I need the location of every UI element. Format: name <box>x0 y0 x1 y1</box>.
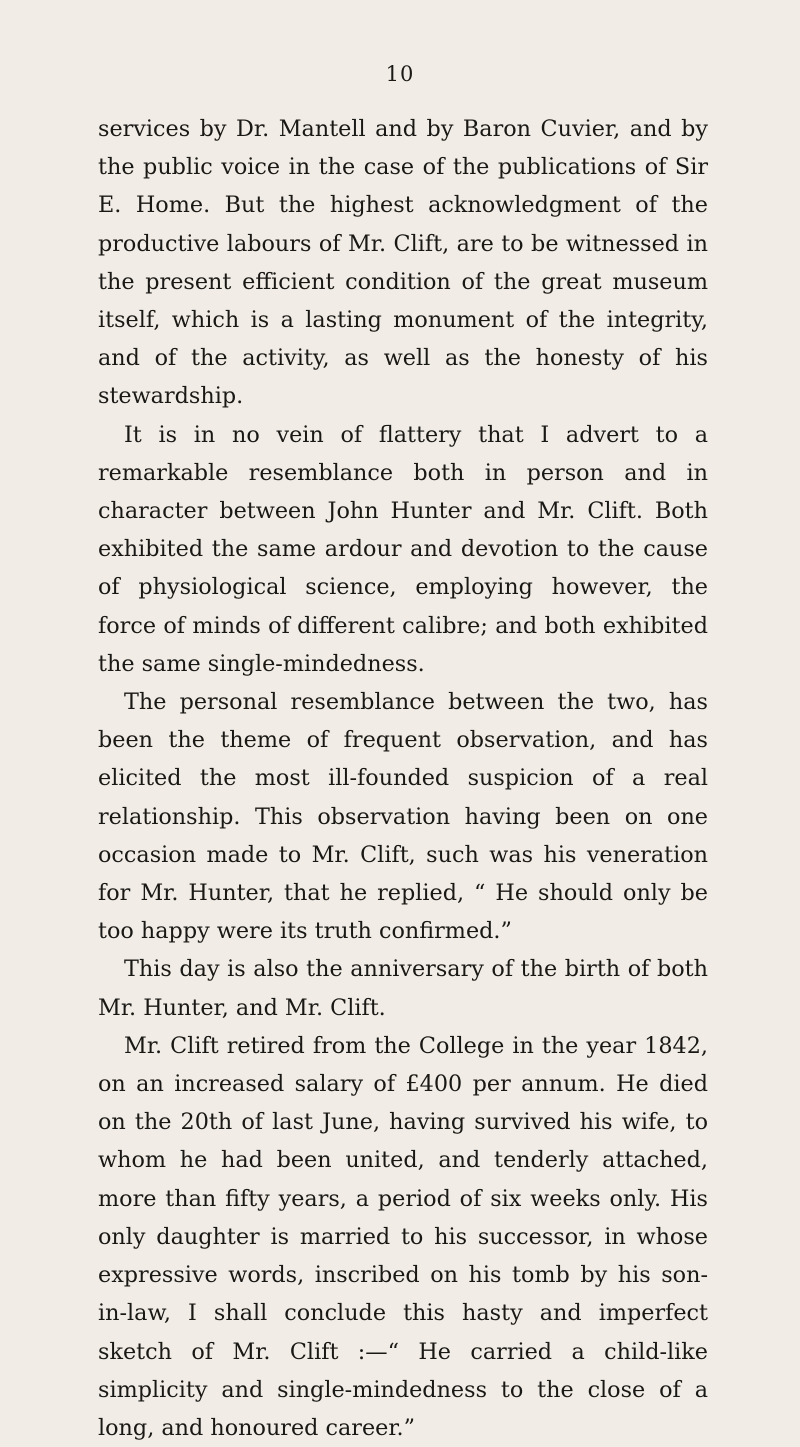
paragraph-5: Mr. Clift retired from the College in the year 1842, on an increased salary of £400 per annum. He died on the 20th of last June, having survived his wife, to whom he had been united, and tenderly attached, more than fifty years, a period of six weeks only. His only daughter is married to his successor, in whose expressive words, inscribed on his tomb by his son-in-law, I shall conclude this hasty and imperfect sketch of Mr. Clift :—“ He carried a child-like simplicity and single-mindedness to the close of a long, and honoured career.” <box>98 1032 708 1441</box>
paragraph-3: The personal resemblance between the two, has been the theme of frequent observation, and has elicited the most ill-founded suspicion of a real relationship. This observation having been on one occasion made to Mr. Clift, such was his veneration for Mr. Hunter, that he replied, “ He should only be too happy were its truth confirmed.” <box>98 689 708 945</box>
paragraph-4: This day is also the anniversary of the birth of both Mr. Hunter, and Mr. Clift. <box>98 956 708 1021</box>
page-number: 10 <box>385 62 415 86</box>
body-text <box>98 110 708 1447</box>
paragraph-1: services by Dr. Mantell and by Baron Cuvier, and by the public voice in the case of the publications of Sir E. Home. But the highest acknowledgment of the productive labours of Mr. Clift, are to be witnessed in the present efficient condition of the great museum itself, which is a lasting monument of the integrity, and of the activity, as well as the honesty of his stewardship. <box>98 116 708 410</box>
paragraph-2: It is in no vein of flattery that I advert to a remarkable resemblance both in person and in character between John Hunter and Mr. Clift. Both exhibited the same ardour and devotion to the cause of physiological science, employing however, the force of minds of different calibre; and both exhibited the same single-mindedness. <box>98 421 708 677</box>
